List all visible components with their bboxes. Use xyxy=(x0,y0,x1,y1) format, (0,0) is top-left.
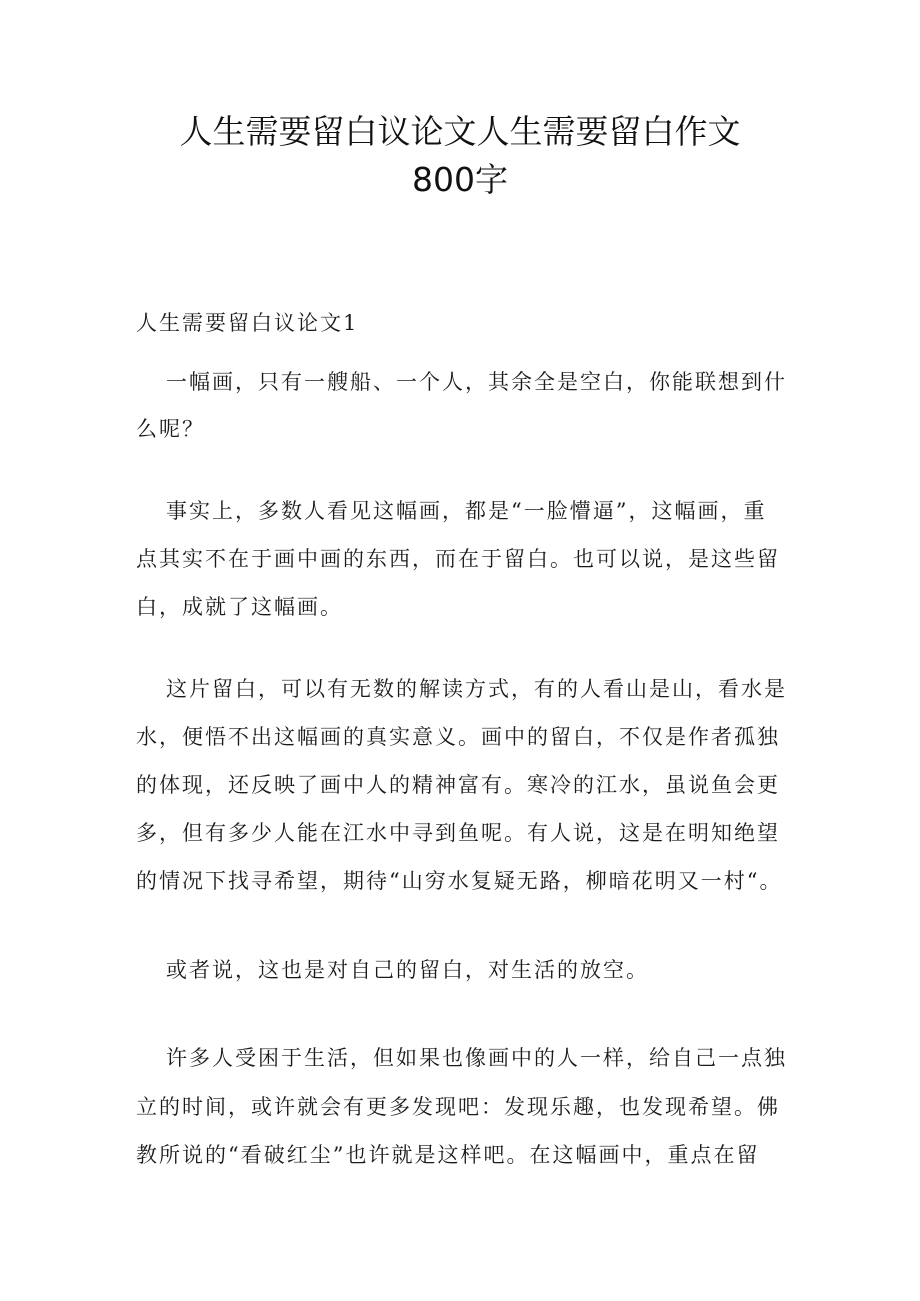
document-title-line-1: 人生需要留白议论文人生需要留白作文 xyxy=(179,112,741,151)
paragraph-5-line-1: 许多人受困于生活，但如果也像画中的人一样，给自己一点独 xyxy=(166,1046,787,1070)
paragraph-3-line-1: 这片留白，可以有无数的解读方式，有的人看山是山，看水是 xyxy=(166,677,787,701)
section-subheading: 人生需要留白议论文1 xyxy=(136,311,359,335)
paragraph-1-line-2: 么呢？ xyxy=(136,417,205,441)
paragraph-5-line-3: 教所说的“看破红尘”也许就是这样吧。在这幅画中，重点在留 xyxy=(136,1143,760,1167)
paragraph-3-line-4: 多，但有多少人能在江水中寻到鱼呢。有人说，这是在明知绝望 xyxy=(136,821,780,845)
paragraph-4-line-1: 或者说，这也是对自己的留白，对生活的放空。 xyxy=(166,958,649,982)
document-title-line-2: 800字 xyxy=(412,160,508,199)
paragraph-3-line-2: 水，便悟不出这幅画的真实意义。画中的留白，不仅是作者孤独 xyxy=(136,725,780,749)
paragraph-2-line-2: 点其实不在于画中画的东西，而在于留白。也可以说，是这些留 xyxy=(136,547,780,571)
paragraph-3-line-3: 的体现，还反映了画中人的精神富有。寒冷的江水，虽说鱼会更 xyxy=(136,773,780,797)
paragraph-1-line-1: 一幅画，只有一艘船、一个人，其余全是空白，你能联想到什 xyxy=(166,370,787,394)
paragraph-2-line-3: 白，成就了这幅画。 xyxy=(136,595,343,619)
paragraph-3-line-5: 的情况下找寻希望，期待“山穷水复疑无路，柳暗花明又一村“。 xyxy=(136,869,783,893)
paragraph-2-line-1: 事实上，多数人看见这幅画，都是“一脸懵逼”，这幅画，重 xyxy=(166,499,767,523)
paragraph-5-line-2: 立的时间，或许就会有更多发现吧：发现乐趣，也发现希望。佛 xyxy=(136,1095,780,1119)
